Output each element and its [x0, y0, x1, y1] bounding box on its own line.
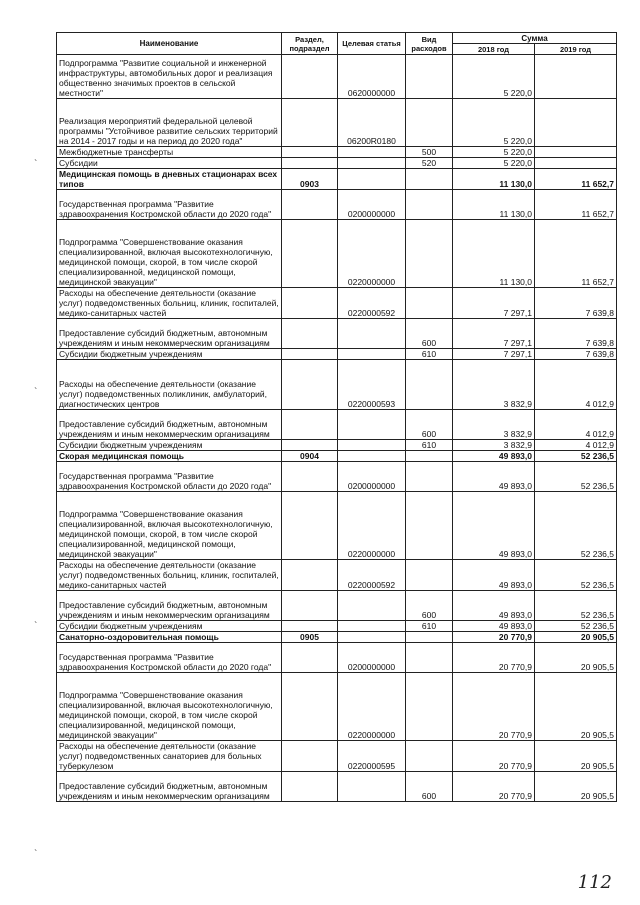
row-sum-2019: 7 639,8	[535, 319, 617, 349]
row-sum-2019: 52 236,5	[535, 621, 617, 632]
row-target	[338, 451, 406, 462]
row-section	[282, 99, 338, 147]
row-sum-2018: 3 832,9	[453, 360, 535, 410]
row-name: Расходы на обеспечение деятельности (оказание услуг) подведомственных поликлиник, амбулаторий, диагностических центров	[57, 360, 282, 410]
row-section: 0904	[282, 451, 338, 462]
row-section	[282, 741, 338, 772]
table-row	[57, 462, 617, 492]
row-sum-2018: 20 770,9	[453, 741, 535, 772]
row-sum-2018: 7 297,1	[453, 349, 535, 360]
row-type	[406, 643, 453, 673]
table-row	[57, 190, 617, 220]
row-name: Скорая медицинская помощь	[57, 451, 282, 462]
row-target: 0200000000	[338, 190, 406, 220]
row-sum-2019: 20 905,5	[535, 772, 617, 802]
row-section	[282, 410, 338, 440]
table-row	[57, 169, 617, 190]
row-type	[406, 220, 453, 288]
row-sum-2018: 5 220,0	[453, 99, 535, 147]
row-name: Субсидии бюджетным учреждениям	[57, 440, 282, 451]
row-target	[338, 349, 406, 360]
table-row	[57, 147, 617, 158]
row-section	[282, 288, 338, 319]
row-type	[406, 560, 453, 591]
row-section	[282, 158, 338, 169]
table-row	[57, 410, 617, 440]
row-target	[338, 772, 406, 802]
row-section: 0905	[282, 632, 338, 643]
row-name: Предоставление субсидий бюджетным, автономным учреждениям и иным некоммерческим организациям	[57, 319, 282, 349]
row-sum-2019: 7 639,8	[535, 349, 617, 360]
row-name: Межбюджетные трансферты	[57, 147, 282, 158]
row-sum-2018: 3 832,9	[453, 440, 535, 451]
row-sum-2019: 11 652,7	[535, 169, 617, 190]
row-name: Предоставление субсидий бюджетным, автономным учреждениям и иным некоммерческим организациям	[57, 591, 282, 621]
row-section	[282, 621, 338, 632]
row-sum-2019: 52 236,5	[535, 492, 617, 560]
table-row	[57, 440, 617, 451]
row-target: 06200R0180	[338, 99, 406, 147]
table-row	[57, 158, 617, 169]
header-section: Раздел, подраздел	[282, 33, 338, 55]
row-name: Субсидии бюджетным учреждениям	[57, 621, 282, 632]
table-row	[57, 673, 617, 741]
row-type: 600	[406, 410, 453, 440]
row-target: 0220000000	[338, 220, 406, 288]
row-sum-2019: 4 012,9	[535, 410, 617, 440]
row-name: Подпрограмма "Совершенствование оказания специализированной, включая высокотехнологичную, медицинской помощи, скорой, в том числе скорой специализированной, медицинской помощи, медицинской эвакуации"	[57, 492, 282, 560]
margin-tick: `	[34, 159, 38, 170]
row-type	[406, 169, 453, 190]
row-target	[338, 147, 406, 158]
row-sum-2018: 7 297,1	[453, 288, 535, 319]
row-sum-2019: 20 905,5	[535, 673, 617, 741]
row-name: Расходы на обеспечение деятельности (оказание услуг) подведомственных больниц, клиник, госпиталей, медико-санитарных частей	[57, 560, 282, 591]
row-type	[406, 190, 453, 220]
row-type	[406, 99, 453, 147]
table-row	[57, 560, 617, 591]
row-name: Субсидии бюджетным учреждениям	[57, 349, 282, 360]
header-sum: Сумма	[453, 33, 617, 44]
row-section	[282, 319, 338, 349]
row-type	[406, 451, 453, 462]
table-row	[57, 621, 617, 632]
row-name: Подпрограмма "Развитие социальной и инженерной инфраструктуры, автомобильных дорог и реализация общественно значимых проектов в сельской местности"	[57, 55, 282, 99]
row-type	[406, 360, 453, 410]
row-target	[338, 158, 406, 169]
row-sum-2018: 3 832,9	[453, 410, 535, 440]
table-row	[57, 643, 617, 673]
row-sum-2018: 20 770,9	[453, 632, 535, 643]
row-target	[338, 591, 406, 621]
row-sum-2018: 11 130,0	[453, 190, 535, 220]
row-sum-2019: 4 012,9	[535, 360, 617, 410]
row-sum-2018: 5 220,0	[453, 147, 535, 158]
table-row	[57, 632, 617, 643]
row-type: 500	[406, 147, 453, 158]
row-sum-2019: 11 652,7	[535, 220, 617, 288]
row-sum-2018: 49 893,0	[453, 462, 535, 492]
row-section	[282, 220, 338, 288]
row-type: 600	[406, 319, 453, 349]
row-target	[338, 621, 406, 632]
row-target	[338, 440, 406, 451]
row-sum-2019: 7 639,8	[535, 288, 617, 319]
row-type: 610	[406, 440, 453, 451]
row-type	[406, 632, 453, 643]
row-sum-2019: 52 236,5	[535, 451, 617, 462]
row-target	[338, 410, 406, 440]
row-type: 610	[406, 349, 453, 360]
row-name: Подпрограмма "Совершенствование оказания специализированной, включая высокотехнологичную, медицинской помощи, скорой, в том числе скорой специализированной, медицинской помощи, медицинской эвакуации"	[57, 220, 282, 288]
row-section	[282, 147, 338, 158]
row-type: 600	[406, 591, 453, 621]
row-type: 600	[406, 772, 453, 802]
row-type	[406, 492, 453, 560]
row-name: Государственная программа "Развитие здравоохранения Костромской области до 2020 года"	[57, 190, 282, 220]
table-row	[57, 741, 617, 772]
row-sum-2019	[535, 55, 617, 99]
header-type: Вид расходов	[406, 33, 453, 55]
row-name: Государственная программа "Развитие здравоохранения Костромской области до 2020 года"	[57, 462, 282, 492]
row-sum-2019: 4 012,9	[535, 440, 617, 451]
row-target	[338, 632, 406, 643]
row-type	[406, 462, 453, 492]
row-sum-2018: 49 893,0	[453, 560, 535, 591]
budget-table	[56, 32, 617, 802]
row-name: Реализация мероприятий федеральной целевой программы "Устойчивое развитие сельских территорий на 2014 - 2017 годы и на период до 2020 года"	[57, 99, 282, 147]
row-target: 0620000000	[338, 55, 406, 99]
header-year-2019: 2019 год	[535, 44, 617, 55]
row-section	[282, 462, 338, 492]
row-sum-2018: 5 220,0	[453, 55, 535, 99]
row-name: Расходы на обеспечение деятельности (оказание услуг) подведомственных больниц, клиник, госпиталей, медико-санитарных частей	[57, 288, 282, 319]
row-section	[282, 673, 338, 741]
page-number: 112	[577, 872, 612, 893]
row-section	[282, 772, 338, 802]
row-sum-2018: 11 130,0	[453, 169, 535, 190]
row-target: 0220000000	[338, 492, 406, 560]
row-type: 520	[406, 158, 453, 169]
row-sum-2018: 11 130,0	[453, 220, 535, 288]
table-row	[57, 772, 617, 802]
row-target: 0220000595	[338, 741, 406, 772]
table-body	[57, 55, 617, 802]
row-sum-2019: 52 236,5	[535, 560, 617, 591]
row-target: 0220000592	[338, 560, 406, 591]
row-target	[338, 319, 406, 349]
margin-tick: `	[34, 387, 38, 398]
header-year-2018: 2018 год	[453, 44, 535, 55]
table-row	[57, 319, 617, 349]
row-name: Предоставление субсидий бюджетным, автономным учреждениям и иным некоммерческим организациям	[57, 772, 282, 802]
row-type	[406, 288, 453, 319]
row-sum-2018: 49 893,0	[453, 451, 535, 462]
row-section	[282, 55, 338, 99]
row-name: Субсидии	[57, 158, 282, 169]
table-row	[57, 220, 617, 288]
table-row	[57, 360, 617, 410]
table-row	[57, 451, 617, 462]
row-type	[406, 741, 453, 772]
row-sum-2019: 20 905,5	[535, 643, 617, 673]
row-sum-2019: 52 236,5	[535, 462, 617, 492]
row-type: 610	[406, 621, 453, 632]
table-header	[57, 33, 617, 55]
row-target: 0220000592	[338, 288, 406, 319]
row-section	[282, 560, 338, 591]
table-row	[57, 55, 617, 99]
row-section	[282, 440, 338, 451]
row-sum-2018: 49 893,0	[453, 591, 535, 621]
row-sum-2019	[535, 158, 617, 169]
row-section	[282, 360, 338, 410]
row-sum-2018: 20 770,9	[453, 772, 535, 802]
row-sum-2019: 11 652,7	[535, 190, 617, 220]
row-sum-2018: 20 770,9	[453, 643, 535, 673]
row-target: 0220000593	[338, 360, 406, 410]
row-section	[282, 349, 338, 360]
table-row	[57, 492, 617, 560]
row-sum-2018: 20 770,9	[453, 673, 535, 741]
row-section	[282, 643, 338, 673]
margin-tick: `	[34, 849, 38, 860]
row-sum-2019: 20 905,5	[535, 632, 617, 643]
row-section: 0903	[282, 169, 338, 190]
row-target: 0200000000	[338, 643, 406, 673]
row-name: Расходы на обеспечение деятельности (оказание услуг) подведомственных санаториев для больных туберкулезом	[57, 741, 282, 772]
row-sum-2019: 20 905,5	[535, 741, 617, 772]
margin-tick: `	[34, 621, 38, 632]
table-row	[57, 288, 617, 319]
row-type	[406, 673, 453, 741]
row-name: Санаторно-оздоровительная помощь	[57, 632, 282, 643]
row-type	[406, 55, 453, 99]
row-sum-2019: 52 236,5	[535, 591, 617, 621]
header-name: Наименование	[57, 33, 282, 55]
row-name: Медицинская помощь в дневных стационарах всех типов	[57, 169, 282, 190]
row-name: Государственная программа "Развитие здравоохранения Костромской области до 2020 года"	[57, 643, 282, 673]
table-row	[57, 349, 617, 360]
row-sum-2018: 5 220,0	[453, 158, 535, 169]
row-name: Предоставление субсидий бюджетным, автономным учреждениям и иным некоммерческим организациям	[57, 410, 282, 440]
row-name: Подпрограмма "Совершенствование оказания специализированной, включая высокотехнологичную, медицинской помощи, скорой, в том числе скорой специализированной, медицинской помощи, медицинской эвакуации"	[57, 673, 282, 741]
row-section	[282, 591, 338, 621]
row-sum-2018: 49 893,0	[453, 492, 535, 560]
row-sum-2018: 49 893,0	[453, 621, 535, 632]
row-target	[338, 169, 406, 190]
row-sum-2019	[535, 147, 617, 158]
row-sum-2019	[535, 99, 617, 147]
table-row	[57, 99, 617, 147]
row-section	[282, 492, 338, 560]
header-target: Целевая статья	[338, 33, 406, 55]
table-row	[57, 591, 617, 621]
row-target: 0200000000	[338, 462, 406, 492]
row-target: 0220000000	[338, 673, 406, 741]
row-sum-2018: 7 297,1	[453, 319, 535, 349]
row-section	[282, 190, 338, 220]
